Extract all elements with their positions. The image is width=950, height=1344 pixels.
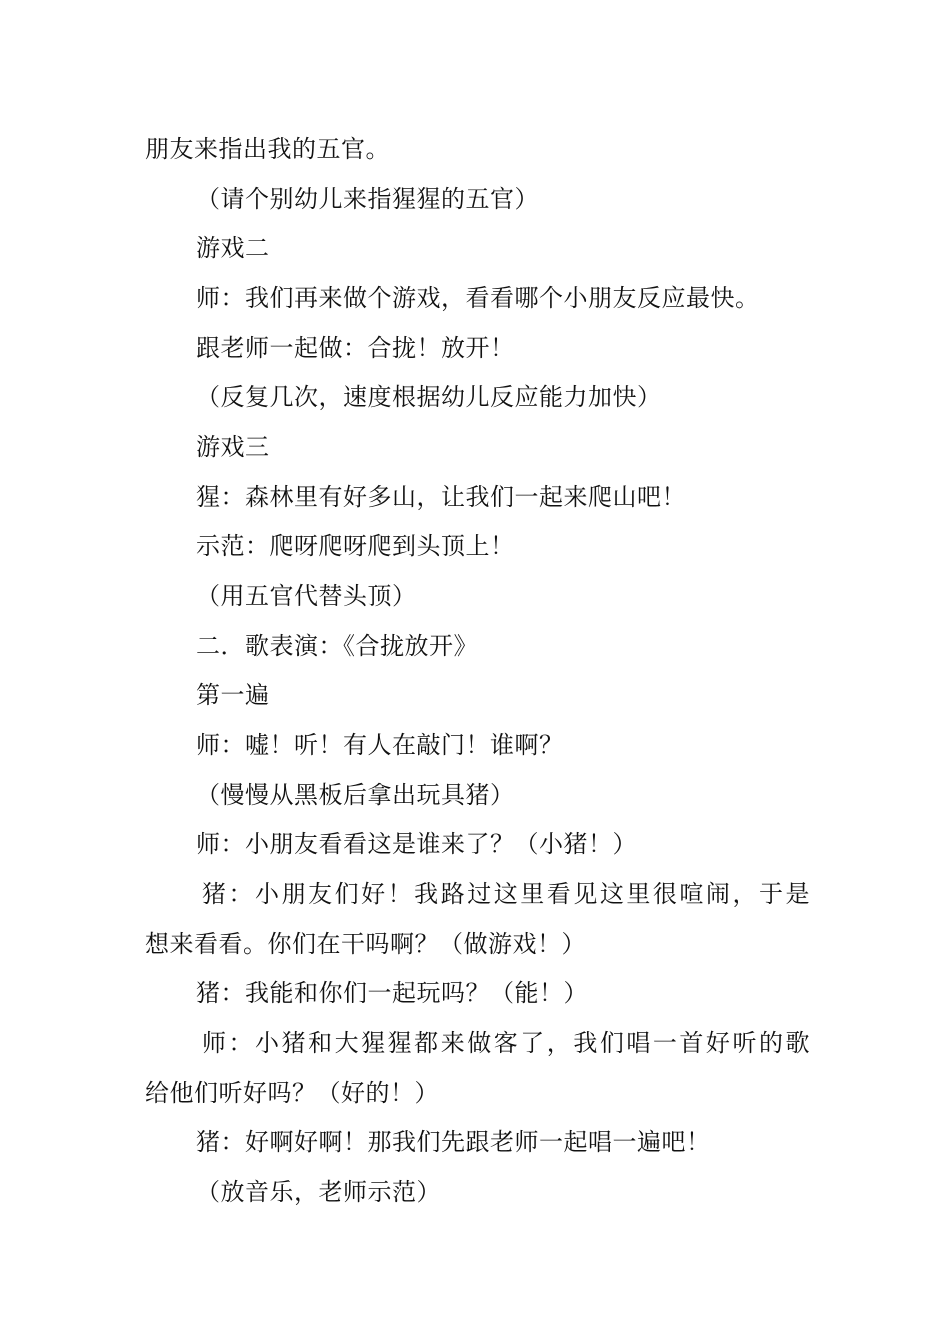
text-line-9: 示范：爬呀爬呀爬到头顶上！ (196, 532, 515, 560)
text-line-6: （反复几次，速度根据幼儿反应能力加快） (196, 383, 662, 411)
text-line-21: 猪：好啊好啊！那我们先跟老师一起唱一遍吧！ (196, 1128, 711, 1156)
text-line-1: 朋友来指出我的五官。 (145, 135, 390, 163)
section-heading: 二．歌表演：《合拢放开》 (196, 632, 478, 660)
text-line-2: （请个别幼儿来指猩猩的五官） (196, 185, 539, 213)
text-line-14: （慢慢从黑板后拿出玩具猪） (196, 781, 515, 809)
text-line-18: 猪：我能和你们一起玩吗？（能！） (196, 979, 588, 1007)
text-line-5: 跟老师一起做：合拢！放开！ (196, 334, 515, 362)
text-line-19: 师：小猪和大猩猩都来做客了，我们唱一首好听的歌 (202, 1029, 810, 1057)
text-line-15: 师：小朋友看看这是谁来了？（小猪！） (196, 830, 637, 858)
text-line-10: （用五官代替头顶） (196, 582, 417, 610)
text-line-22: （放音乐，老师示范） (196, 1178, 441, 1206)
text-line-17: 想来看看。你们在干吗啊？（做游戏！） (145, 930, 586, 958)
text-line-12: 第一遍 (196, 681, 270, 709)
text-line-8: 猩：森林里有好多山，让我们一起来爬山吧！ (196, 483, 686, 511)
text-line-4: 师：我们再来做个游戏，看看哪个小朋友反应最快。 (196, 284, 760, 312)
text-line-7: 游戏三 (196, 433, 270, 461)
text-line-16: 猪：小朋友们好！我路过这里看见这里很喧闹，于是 (202, 880, 810, 908)
text-line-20: 给他们听好吗？（好的！） (145, 1079, 439, 1107)
text-line-3: 游戏二 (196, 234, 270, 262)
text-line-13: 师：嘘！听！有人在敲门！谁啊？ (196, 731, 564, 759)
